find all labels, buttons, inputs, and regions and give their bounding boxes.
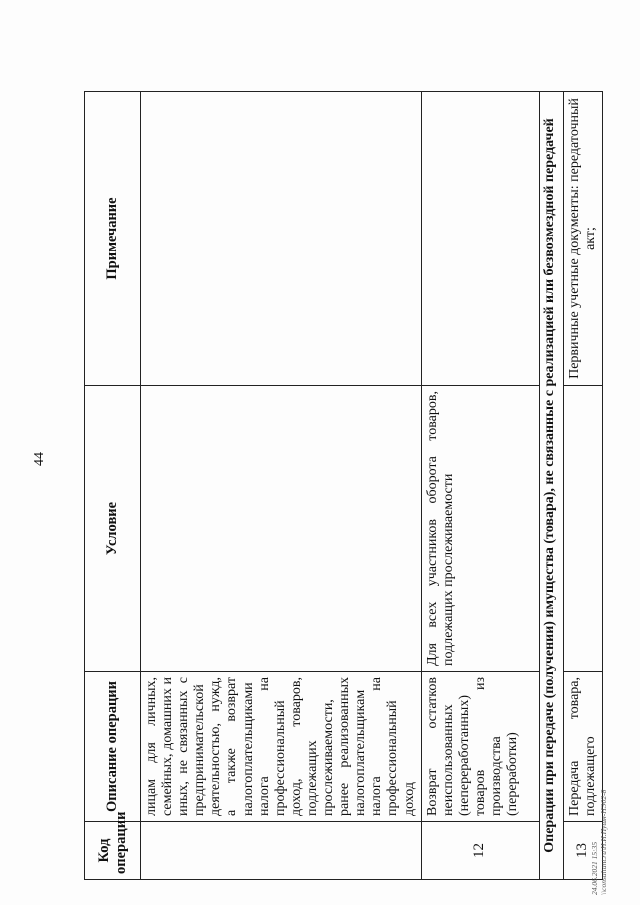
row-note-cell (141, 92, 422, 386)
row-condition-cell (563, 386, 602, 672)
row-note-cell: Первичные учетные документы: передаточный акт; (563, 92, 602, 386)
row-code-cell: 13 (563, 822, 602, 880)
section-row (539, 92, 563, 880)
table-row (141, 92, 422, 880)
row-code-cell (141, 822, 422, 880)
row-note-cell (421, 92, 539, 386)
row-condition-cell (141, 386, 422, 672)
operations-table (84, 91, 603, 880)
header-condition: Условие (85, 386, 141, 672)
document-footer (590, 790, 608, 895)
row-description-cell: лицам для личных, семейных, домашних и иных, не связанных с предпринимательской деятельностью, нужд, а также возврат налогоплательщиками налога на профессиональный доход, товаров, подлежащих прослеживаемости, ранее реализованных налогоплательщикам налога на профессиональный доход (141, 672, 422, 822)
footer-path: \\consultant.ru\Н.И.Пушн-НЭ02-8 (599, 789, 608, 895)
section-title: Операции при передаче (получении) имущества (товара), не связанные с реализацией или безвозмездной передачей (539, 92, 563, 880)
footer-timestamp: 24.06.2021 15:35 (590, 841, 599, 895)
page-number: 44 (32, 452, 47, 466)
row-description-cell: Передача товара, подлежащего (563, 672, 602, 822)
table-header-row (85, 92, 141, 880)
header-note: Примечание (85, 92, 141, 386)
row-code-cell: 12 (421, 822, 539, 880)
header-code: Код операции (85, 822, 141, 880)
table-row (421, 92, 539, 880)
header-description: Описание операции (85, 672, 141, 822)
row-condition-cell: Для всех участников оборота товаров, подлежащих прослеживаемости (421, 386, 539, 672)
row-description-cell: Возврат остатков неиспользованных (непереработанных) товаров из производства (переработки) (421, 672, 539, 822)
table-row (563, 92, 602, 880)
